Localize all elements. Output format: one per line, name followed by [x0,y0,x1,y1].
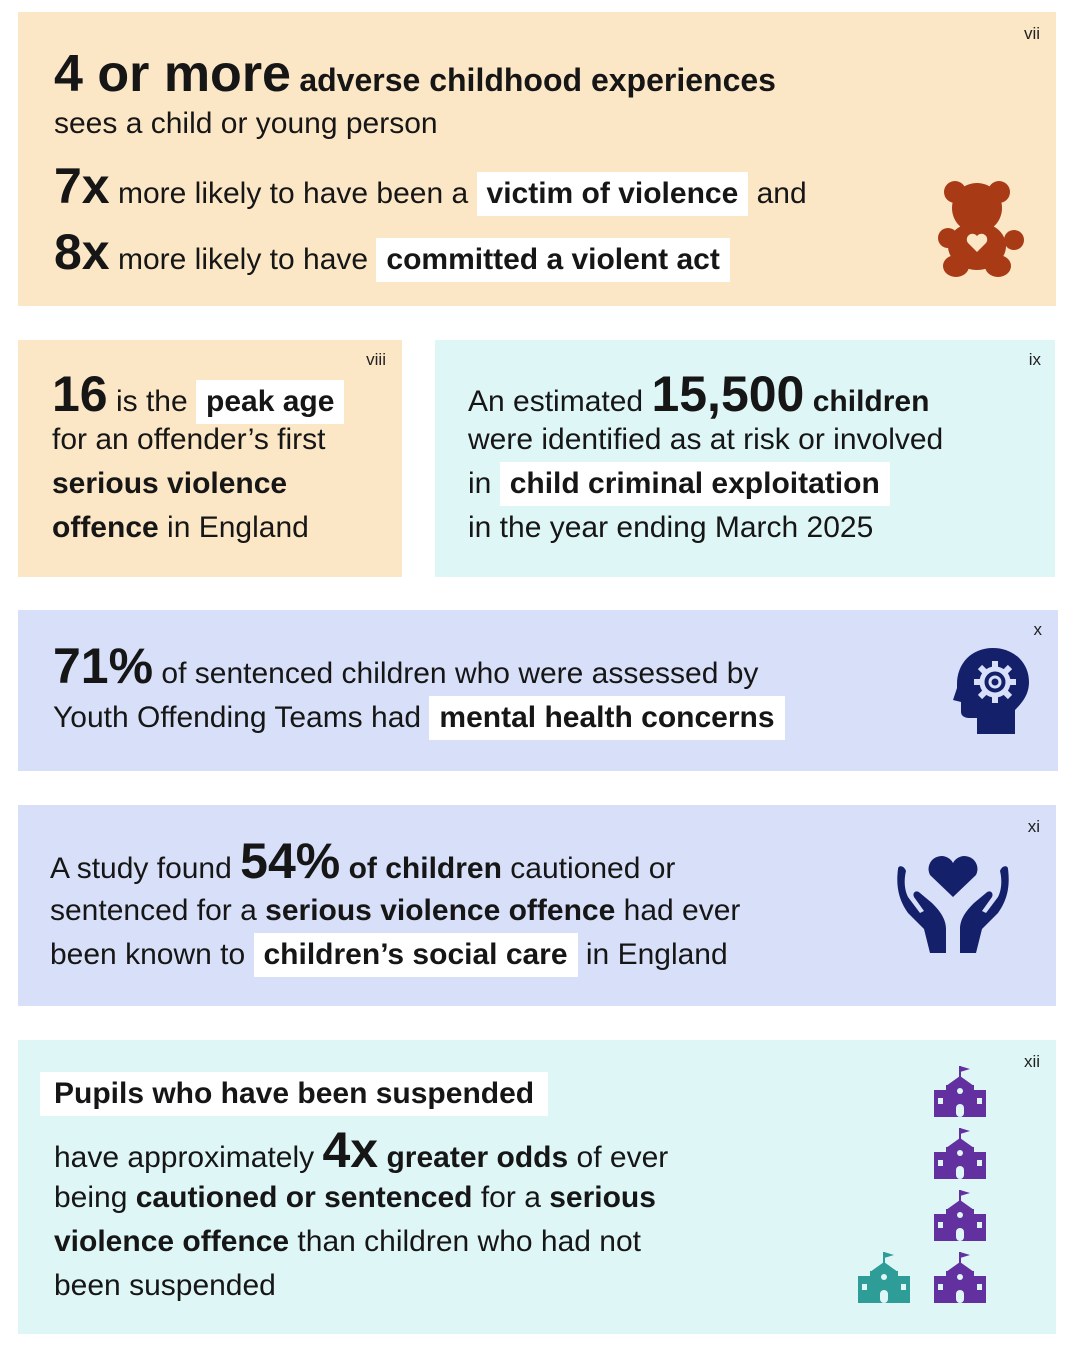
mental-health-highlight: mental health concerns [429,696,784,740]
footnote-marker: xii [1023,1052,1040,1071]
social-care-text-5: been known to [50,938,246,971]
social-care-text-4: had ever [623,894,741,927]
suspension-multiplier: 4x [322,1122,379,1178]
social-care-offence: serious violence offence [265,894,616,927]
suspension-text-4: for a [480,1181,541,1214]
victim-highlight: victim of violence [477,172,749,216]
exploitation-in: in [468,467,492,500]
mental-health-text-1: of sentenced children who were assessed by [161,657,759,690]
footnote-marker: x [1033,620,1042,639]
hands-heart-icon [894,855,1012,955]
ace-label: adverse childhood experiences [299,62,776,98]
peak-age-number: 16 [52,366,108,422]
peak-age-line-2: for an offender’s first [52,423,326,456]
ace-stat-panel [18,12,1056,306]
social-care-text-1: A study found [50,852,232,885]
social-care-headline [50,835,675,895]
suspension-line-5: been suspended [54,1269,276,1302]
violent-highlight: committed a violent act [376,238,729,282]
social-care-highlight: children’s social care [254,933,578,977]
school-building-icon [858,1062,1008,1306]
social-care-line-3 [50,933,728,977]
suspension-text-2: of ever [576,1141,669,1174]
peak-age-line-4 [52,508,309,548]
exploitation-number: 15,500 [651,366,805,422]
social-care-line-2 [50,891,740,931]
violent-multiplier: 8x [54,224,110,280]
peak-age-text: is the [115,385,188,418]
exploitation-highlight: child criminal exploitation [500,462,890,506]
ace-headline [54,45,776,108]
suspension-line-2 [54,1124,668,1184]
mental-health-panel [18,610,1058,771]
violent-text: more likely to have [117,243,369,276]
exploitation-line-4: in the year ending March 2025 [468,511,874,544]
peak-age-england: in England [167,511,309,544]
exploitation-line-2: were identified as at risk or involved [468,423,944,456]
suspension-serious: serious [549,1181,656,1214]
suspension-violence-offence: violence offence [54,1225,290,1258]
social-care-text-2: cautioned or [510,852,676,885]
suspension-text-1: have approximately [54,1141,315,1174]
suspension-cautioned: cautioned or sentenced [135,1181,473,1214]
footnote-marker: vii [1023,24,1040,43]
social-care-percent: 54% [240,833,341,889]
mental-health-line-2 [53,696,785,740]
peak-age-offence: offence [52,511,159,544]
footnote-marker: ix [1028,350,1041,369]
suspension-text-3: being [54,1181,128,1214]
mental-health-text-2: Youth Offending Teams had [53,701,422,734]
mental-health-headline [53,640,758,700]
victim-multiplier: 7x [54,158,110,214]
suspension-line-4 [54,1222,641,1262]
footnote-marker: xi [1027,817,1040,836]
exploitation-headline [468,368,929,428]
victim-text: more likely to have been a [117,177,469,210]
ace-count: 4 or more [54,45,291,103]
exploitation-line-3 [468,462,890,506]
suspension-greater-odds: greater odds [386,1141,569,1174]
footnote-marker: viii [366,350,386,369]
violent-act-line [54,224,730,284]
ace-subline: sees a child or young person [54,107,438,140]
peak-age-headline [52,368,344,428]
social-care-children: of children [348,852,502,885]
social-care-text-6: in England [585,938,728,971]
victim-and: and [756,177,807,210]
exploitation-text-1: An estimated [468,385,644,418]
peak-age-panel [18,340,402,577]
head-gear-icon [953,646,1029,734]
suspension-line-3 [54,1178,656,1218]
social-care-text-3: sentenced for a [50,894,257,927]
peak-age-highlight: peak age [196,380,344,424]
social-care-panel [18,805,1056,1006]
exploitation-children: children [812,385,930,418]
suspension-headline [40,1072,548,1116]
exploitation-panel [435,340,1055,577]
peak-age-line-3: serious violence [52,467,288,500]
suspension-text-5: than children who had not [297,1225,642,1258]
victim-line [54,158,807,218]
suspension-panel [18,1040,1056,1334]
suspension-highlight: Pupils who have been suspended [40,1072,548,1116]
teddy-bear-icon [938,180,1024,278]
mental-health-percent: 71% [53,638,154,694]
